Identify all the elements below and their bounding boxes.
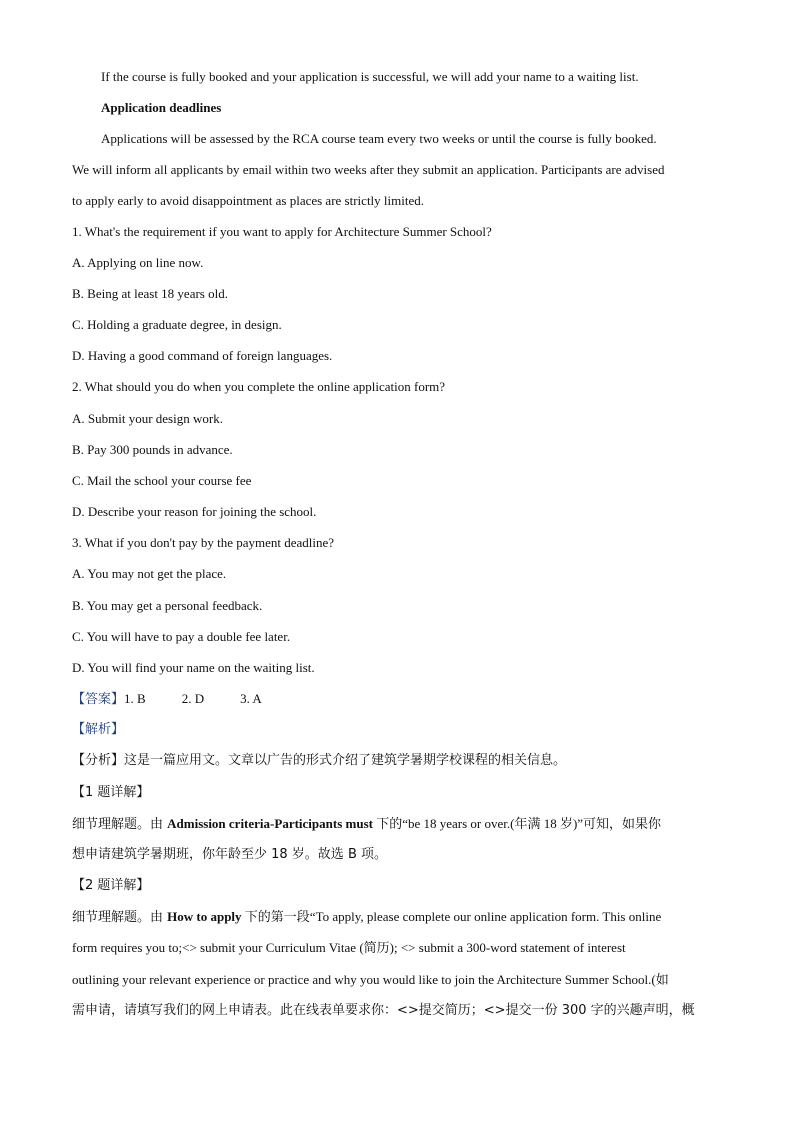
question-3-stem: 3. What if you don't pay by the payment deadline?	[72, 535, 335, 550]
question-2-detail-line-1	[72, 908, 722, 927]
question-3-option-a: A. You may not get the place.	[72, 566, 227, 581]
q1-suffix: 下的“be 18 years or over.(年满 18 岁)”可知，如果你	[372, 816, 662, 831]
question-2-option-c: C. Mail the school your course fee	[72, 473, 252, 488]
q2-suffix: 下的第一段“To apply, please complete our online application form. This online	[241, 909, 662, 924]
question-1-detail-heading: 【1 题详解】	[72, 785, 150, 800]
summary-text: 这是一篇应用文。文章以广告的形式介绍了建筑学暑期学校课程的相关信息。	[124, 753, 567, 768]
q2-bold-phrase: How to apply	[167, 909, 242, 924]
answer-2: 2. D	[181, 691, 205, 706]
question-2-detail-heading: 【2 题详解】	[72, 878, 150, 893]
question-1-stem: 1. What's the requirement if you want to apply for Architecture Summer School?	[72, 224, 492, 239]
answer-label: 【答案】	[72, 692, 125, 707]
question-2-stem: 2. What should you do when you complete the online application form?	[72, 379, 446, 394]
question-1-detail-line-2: 想申请建筑学暑期班，你年龄至少 18 岁。故选 B 项。	[72, 847, 387, 862]
deadlines-paragraph-line-3: to apply early to avoid disappointment as places are strictly limited.	[72, 193, 424, 208]
answer-1: 1. B	[124, 691, 146, 706]
question-1-detail-line-1	[72, 815, 722, 834]
question-1-option-d: D. Having a good command of foreign languages.	[72, 348, 333, 363]
deadlines-paragraph-line-1: Applications will be assessed by the RCA course team every two weeks or until the course is fully booked.	[101, 131, 657, 146]
question-1-option-a: A. Applying on line now.	[72, 255, 204, 270]
q2-prefix: 细节理解题。由	[72, 910, 168, 925]
summary-label: 【分析】	[72, 753, 125, 768]
question-3-option-b: B. You may get a personal feedback.	[72, 598, 263, 613]
question-1-option-c: C. Holding a graduate degree, in design.	[72, 317, 282, 332]
question-1-option-b: B. Being at least 18 years old.	[72, 286, 228, 301]
question-2-option-d: D. Describe your reason for joining the school.	[72, 504, 317, 519]
waiting-list-paragraph: If the course is fully booked and your application is successful, we will add your name to a waiting list.	[101, 69, 639, 84]
analysis-summary	[72, 752, 722, 770]
question-2-detail-line-2: form requires you to;<> submit your Curriculum Vitae (简历); <> submit a 300-word statement of interest	[72, 940, 626, 955]
q1-bold-phrase: Admission criteria-Participants must	[167, 816, 373, 831]
question-2-option-a: A. Submit your design work.	[72, 411, 223, 426]
question-3-option-c: C. You will have to pay a double fee later.	[72, 629, 291, 644]
question-2-detail-line-3: outlining your relevant experience or practice and why you would like to join the Architecture Summer School.(如	[72, 972, 669, 987]
question-2-option-b: B. Pay 300 pounds in advance.	[72, 442, 233, 457]
deadlines-paragraph-line-2: We will inform all applicants by email within two weeks after they submit an application. Participants are advised	[72, 162, 665, 177]
answer-line	[72, 690, 722, 709]
analysis-heading: 【解析】	[72, 722, 125, 737]
question-2-detail-line-4: 需申请，请填写我们的网上申请表。此在线表单要求你：<>提交简历；<>提交一份 300 字的兴趣声明，概	[72, 1003, 695, 1018]
q1-prefix: 细节理解题。由	[72, 817, 168, 832]
deadlines-heading: Application deadlines	[101, 100, 222, 115]
answer-3: 3. A	[240, 691, 262, 706]
question-3-option-d: D. You will find your name on the waiting list.	[72, 660, 315, 675]
